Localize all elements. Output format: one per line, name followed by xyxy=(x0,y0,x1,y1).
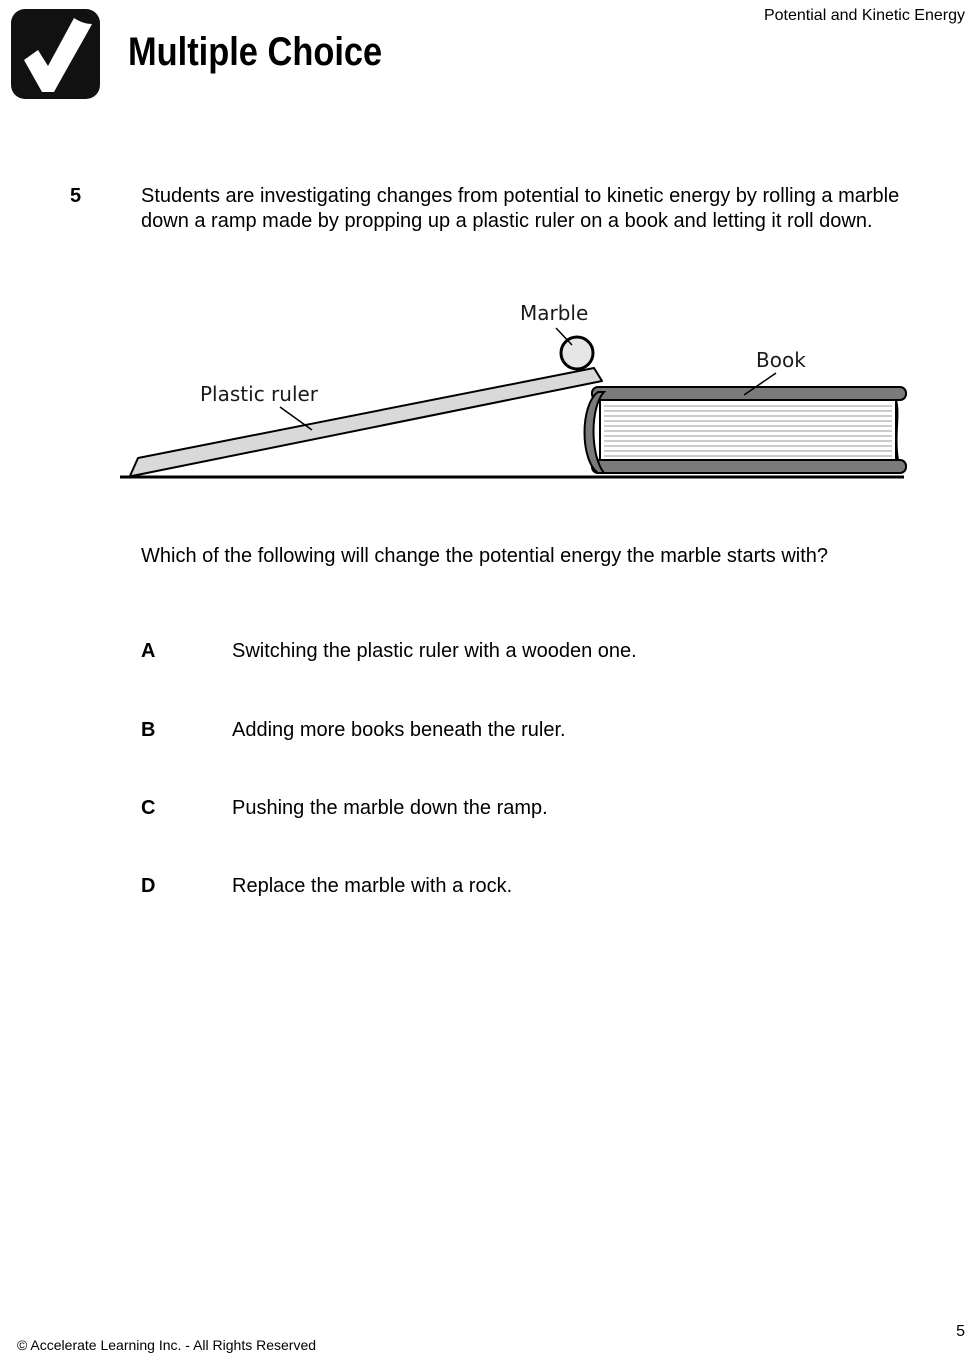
section-title: Multiple Choice xyxy=(128,30,383,74)
option-text: Pushing the marble down the ramp. xyxy=(232,797,548,819)
option-text: Replace the marble with a rock. xyxy=(232,875,513,897)
question-stem: Students are investigating changes from potential to kinetic energy by rolling a marble down a ramp made by propping up a plastic ruler on a book and letting it roll down. xyxy=(141,185,900,232)
question-number: 5 xyxy=(70,185,82,207)
option-letter: C xyxy=(141,797,156,819)
marble xyxy=(561,337,593,369)
option-letter: D xyxy=(141,875,156,897)
book xyxy=(585,387,907,473)
book-label: Book xyxy=(756,348,806,372)
copyright-footer: © Accelerate Learning Inc. - All Rights Reserved xyxy=(17,1337,317,1353)
ramp-diagram xyxy=(118,295,910,485)
page-number: 5 xyxy=(956,1323,965,1340)
option-letter: B xyxy=(141,719,156,741)
option-text: Adding more books beneath the ruler. xyxy=(232,719,566,741)
option-letter: A xyxy=(141,640,156,662)
checkmark-icon xyxy=(10,8,101,100)
question-prompt: Which of the following will change the potential energy the marble starts with? xyxy=(141,545,829,567)
option-text: Switching the plastic ruler with a wooden one. xyxy=(232,640,637,662)
marble-label: Marble xyxy=(520,301,589,325)
topic-header: Potential and Kinetic Energy xyxy=(763,7,965,24)
ruler-label: Plastic ruler xyxy=(200,382,319,406)
